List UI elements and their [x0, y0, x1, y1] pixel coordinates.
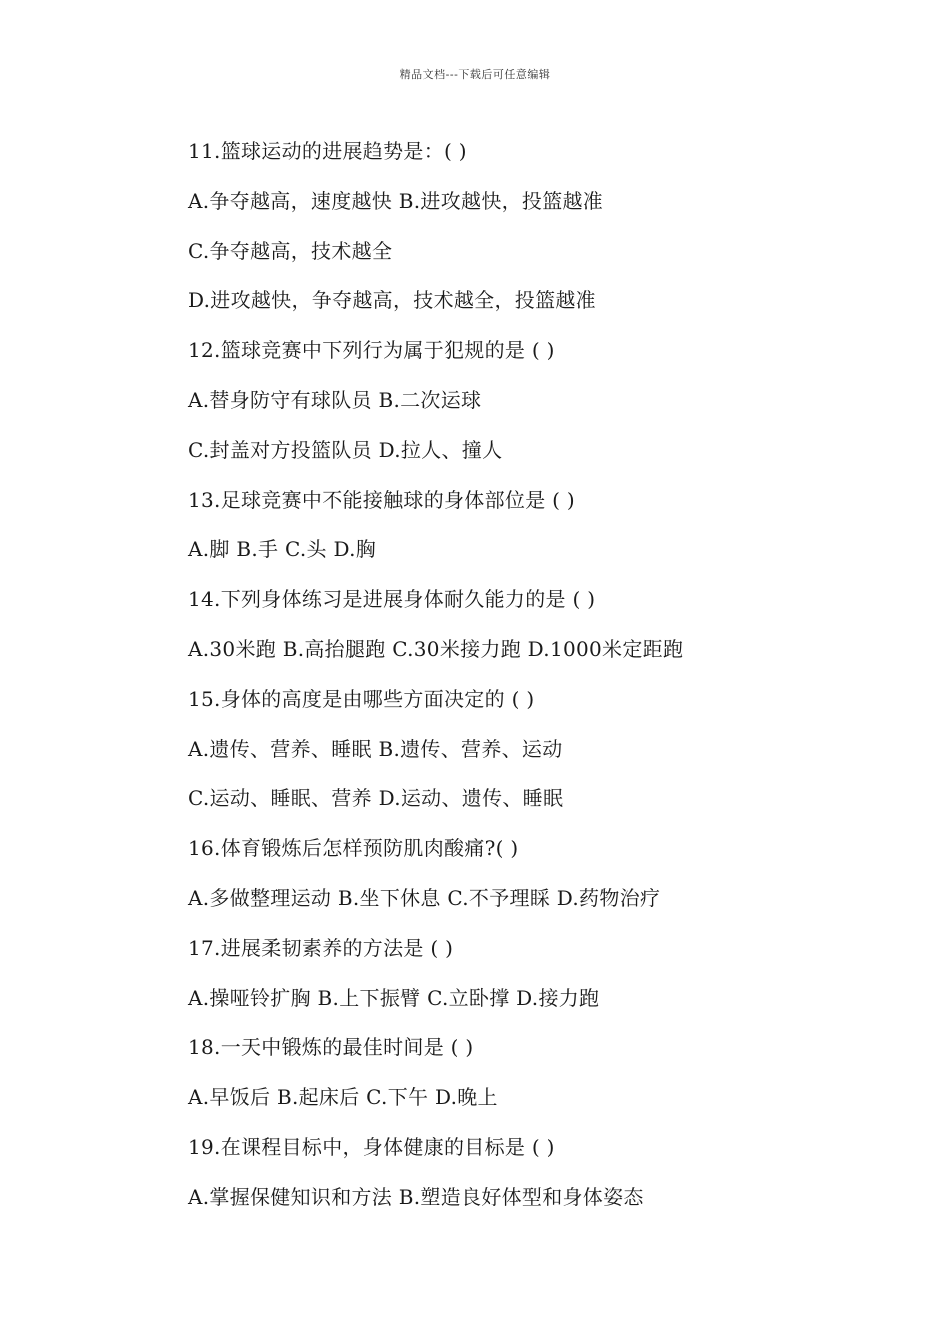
question-16-options: A.多做整理运动 B.坐下休息 C.不予理睬 D.药物治疗: [188, 885, 661, 910]
question-16: 16.体育锻炼后怎样预防肌肉酸痛?( ): [188, 836, 519, 861]
question-14-options: A.30米跑 B.高抬腿跑 C.30米接力跑 D.1000米定距跑: [188, 636, 684, 661]
document-body: [188, 134, 908, 1230]
question-15-options-cd: C.运动、睡眠、营养 D.运动、遗传、睡眠: [188, 786, 564, 811]
question-11: 11.篮球运动的进展趋势是：( ): [188, 139, 467, 163]
question-19: 19.在课程目标中，身体健康的目标是 ( ): [188, 1134, 555, 1159]
question-19-options-ab: A.掌握保健知识和方法 B.塑造良好体型和身体姿态: [188, 1184, 644, 1209]
question-17: 17.进展柔韧素养的方法是 ( ): [188, 935, 454, 960]
question-15: 15.身体的高度是由哪些方面决定的 ( ): [188, 686, 535, 711]
question-18: 18.一天中锻炼的最佳时间是 ( ): [188, 1035, 474, 1060]
question-11-option-c: C.争夺越高，技术越全: [188, 238, 393, 263]
question-18-options: A.早饭后 B.起床后 C.下午 D.晚上: [188, 1085, 498, 1110]
page-header: 精品文档---下载后可任意编辑: [399, 68, 551, 81]
question-11-options-ab: A.争夺越高，速度越快 B.进攻越快，投篮越准: [188, 188, 604, 213]
question-13-options: A.脚 B.手 C.头 D.胸: [188, 537, 377, 562]
question-12: 12.篮球竞赛中下列行为属于犯规的是 ( ): [188, 338, 555, 363]
question-13: 13.足球竞赛中不能接触球的身体部位是 ( ): [188, 487, 576, 512]
question-12-options-ab: A.替身防守有球队员 B.二次运球: [188, 387, 482, 412]
question-17-options: A.操哑铃扩胸 B.上下振臂 C.立卧撑 D.接力跑: [188, 985, 600, 1010]
question-14: 14.下列身体练习是进展身体耐久能力的是 ( ): [188, 587, 596, 612]
question-12-options-cd: C.封盖对方投篮队员 D.拉人、撞人: [188, 437, 503, 462]
question-15-options-ab: A.遗传、营养、睡眠 B.遗传、营养、运动: [188, 736, 563, 761]
question-11-option-d: D.进攻越快，争夺越高，技术越全，投篮越准: [188, 288, 596, 313]
